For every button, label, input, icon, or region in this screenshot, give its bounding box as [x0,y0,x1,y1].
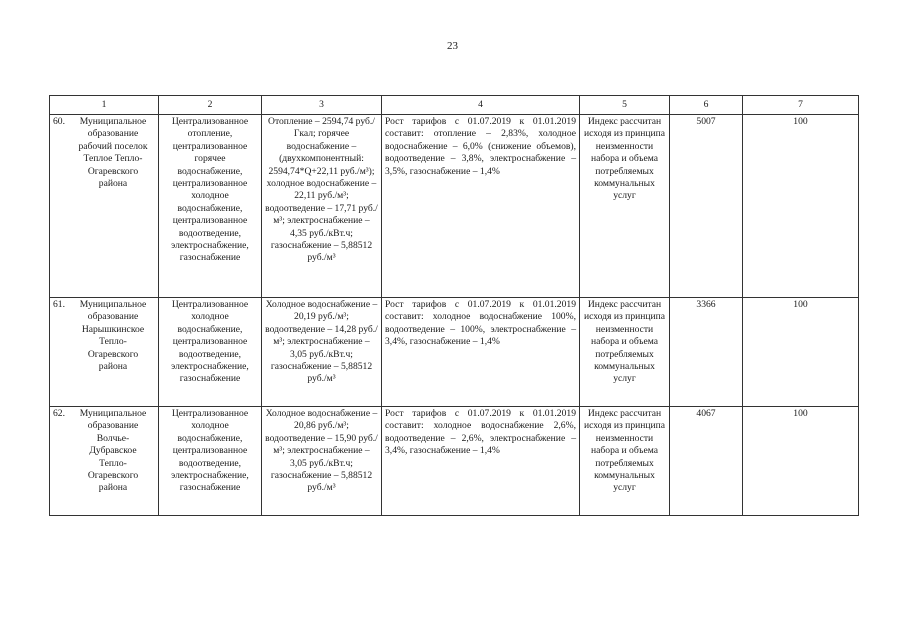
tariffs-cell: Отопление – 2594,74 руб./Гкал; горячее водоснабжение – (двухкомпонентный: 2594,74*Q+22,11 руб./м³); холодное водоснабжение – 22,11 руб./м³; водоотведение – 17,71 руб./м³; электроснабжение – 4,35 руб./кВт.ч; газоснабжение – 5,88512 руб./м³ [262,115,382,298]
index-note-cell: Индекс рассчитан исходя из принципа неизменности набора и объема потребляемых коммунальных услуг [580,407,670,516]
col7-cell: 100 [743,298,859,407]
municipality-cell [50,115,159,298]
col6-cell: 3366 [670,298,743,407]
table-row [50,407,859,516]
row-number: 62. [53,408,65,419]
table-row [50,298,859,407]
municipality-cell [50,407,159,516]
page-number: 23 [447,40,458,52]
header-col-6: 6 [670,96,743,115]
tariffs-cell: Холодное водоснабжение – 20,19 руб./м³; водоотведение – 14,28 руб./м³; электроснабжение – 3,05 руб./кВт.ч; газоснабжение – 5,88512 руб./м³ [262,298,382,407]
services-cell: Централизованное холодное водоснабжение, централизованное водоотведение, электроснабжение, газоснабжение [159,298,262,407]
municipality-cell [50,298,159,407]
header-col-4: 4 [382,96,580,115]
growth-cell: Рост тарифов с 01.07.2019 к 01.01.2019 составит: холодное водоснабжение 2,6%, водоотведение – 2,6%, электроснабжение – 3,4%, газоснабжение – 1,4% [382,407,580,516]
tariffs-cell: Холодное водоснабжение – 20,86 руб./м³; водоотведение – 15,90 руб./м³; электроснабжение – 3,05 руб./кВт.ч; газоснабжение – 5,88512 руб./м³ [262,407,382,516]
growth-cell: Рост тарифов с 01.07.2019 к 01.01.2019 составит: отопление – 2,83%, холодное водоснабжение – 6,0% (снижение объемов), водоотведение – 3,8%, электроснабжение – 3,5%, газоснабжение – 1,4% [382,115,580,298]
services-cell: Централизованное холодное водоснабжение, централизованное водоотведение, электроснабжение, газоснабжение [159,407,262,516]
municipality-name: Муниципальное образование Нарышкинское Тепло-Огаревского района [79,299,147,373]
row-number: 60. [53,116,65,127]
services-cell: Централизованное отопление, централизованное горячее водоснабжение, централизованное холодное водоснабжение, централизованное водоотведение, электроснабжение, газоснабжение [159,115,262,298]
growth-cell: Рост тарифов с 01.07.2019 к 01.01.2019 составит: холодное водоснабжение 100%, водоотведение – 100%, электроснабжение – 3,4%, газоснабжение – 1,4% [382,298,580,407]
row-number: 61. [53,299,65,310]
header-col-7: 7 [743,96,859,115]
municipality-name: Муниципальное образование Волчье-Дубравское Тепло-Огаревского района [79,408,147,494]
index-note-cell: Индекс рассчитан исходя из принципа неизменности набора и объема потребляемых коммунальных услуг [580,298,670,407]
tariff-table [49,95,859,516]
col7-cell: 100 [743,407,859,516]
header-col-2: 2 [159,96,262,115]
header-col-5: 5 [580,96,670,115]
col6-cell: 4067 [670,407,743,516]
table-row [50,115,859,298]
col7-cell: 100 [743,115,859,298]
header-col-1: 1 [50,96,159,115]
col6-cell: 5007 [670,115,743,298]
header-row [50,96,859,115]
municipality-name: Муниципальное образование рабочий поселок Теплое Тепло-Огаревского района [78,116,148,190]
header-col-3: 3 [262,96,382,115]
index-note-cell: Индекс рассчитан исходя из принципа неизменности набора и объема потребляемых коммунальных услуг [580,115,670,298]
